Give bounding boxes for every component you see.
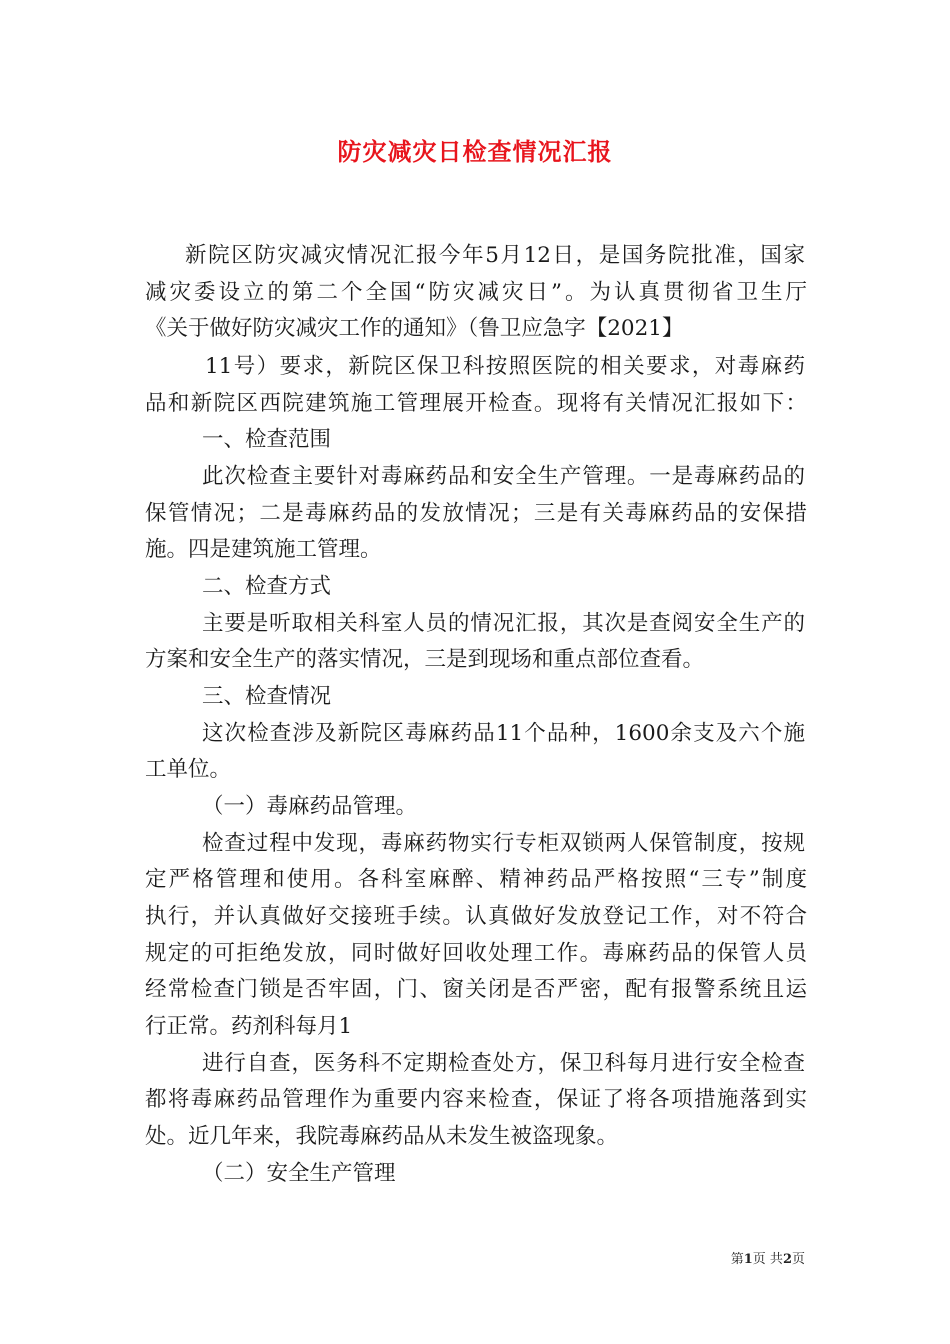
current-page-number: 1 (743, 1252, 753, 1267)
body-line: 行正常。药剂科每月1 (145, 1014, 353, 1039)
body-line: 这次检查涉及新院区毒麻药品11个品种，1600余支及六个施 (202, 721, 805, 746)
subsection-heading: （一）毒麻药品管理。 (202, 794, 418, 819)
body-line: 进行自查，医务科不定期检查处方，保卫科每月进行安全检查 (202, 1051, 805, 1076)
section-heading: 一、检查范围 (202, 427, 332, 452)
footer-prefix: 第 (730, 1252, 744, 1267)
subsection-heading: （二）安全生产管理 (202, 1161, 396, 1186)
body-line: 工单位。 (145, 757, 232, 782)
body-line: 规定的可拒绝发放，同时做好回收处理工作。毒麻药品的保管人员 (145, 941, 807, 966)
body-line: 保管情况；二是毒麻药品的发放情况；三是有关毒麻药品的安保措 (145, 501, 807, 526)
body-line: 经常检查门锁是否牢固，门、窗关闭是否严密，配有报警系统且运 (145, 977, 807, 1002)
body-line: 都将毒麻药品管理作为重要内容来检查，保证了将各项措施落到实 (145, 1087, 807, 1112)
footer-middle: 页 共 (752, 1252, 783, 1267)
body-line: 品和新院区西院建筑施工管理展开检查。现将有关情况汇报如下： (145, 391, 807, 416)
body-line: 《关于做好防灾减灾工作的通知》（鲁卫应急字【2021】 (145, 316, 684, 341)
body-line: 定严格管理和使用。各科室麻醉、精神药品严格按照“三专”制度 (145, 867, 807, 892)
document-title: 防灾减灾日检查情况汇报 (337, 137, 613, 166)
body-line: 减灾委设立的第二个全国“防灾减灾日”。为认真贯彻省卫生厅 (145, 280, 807, 305)
total-page-number: 2 (782, 1252, 792, 1267)
section-heading: 三、检查情况 (202, 684, 332, 709)
body-line: 新院区防灾减灾情况汇报今年5月12日，是国务院批准，国家 (185, 243, 805, 268)
body-line: 施。四是建筑施工管理。 (145, 537, 382, 562)
page-footer (731, 1248, 805, 1267)
section-heading: 二、检查方式 (202, 574, 332, 599)
body-line: 执行，并认真做好交接班手续。认真做好发放登记工作，对不符合 (145, 904, 807, 929)
body-line: 11号）要求，新院区保卫科按照医院的相关要求，对毒麻药 (205, 354, 805, 379)
body-line: 方案和安全生产的落实情况，三是到现场和重点部位查看。 (145, 647, 705, 672)
body-line: 主要是听取相关科室人员的情况汇报，其次是查阅安全生产的 (202, 611, 805, 636)
footer-suffix: 页 (791, 1252, 805, 1267)
body-line: 此次检查主要针对毒麻药品和安全生产管理。一是毒麻药品的 (202, 464, 805, 489)
body-line: 处。近几年来，我院毒麻药品从未发生被盗现象。 (145, 1124, 619, 1149)
body-line: 检查过程中发现，毒麻药物实行专柜双锁两人保管制度，按规 (202, 831, 805, 856)
